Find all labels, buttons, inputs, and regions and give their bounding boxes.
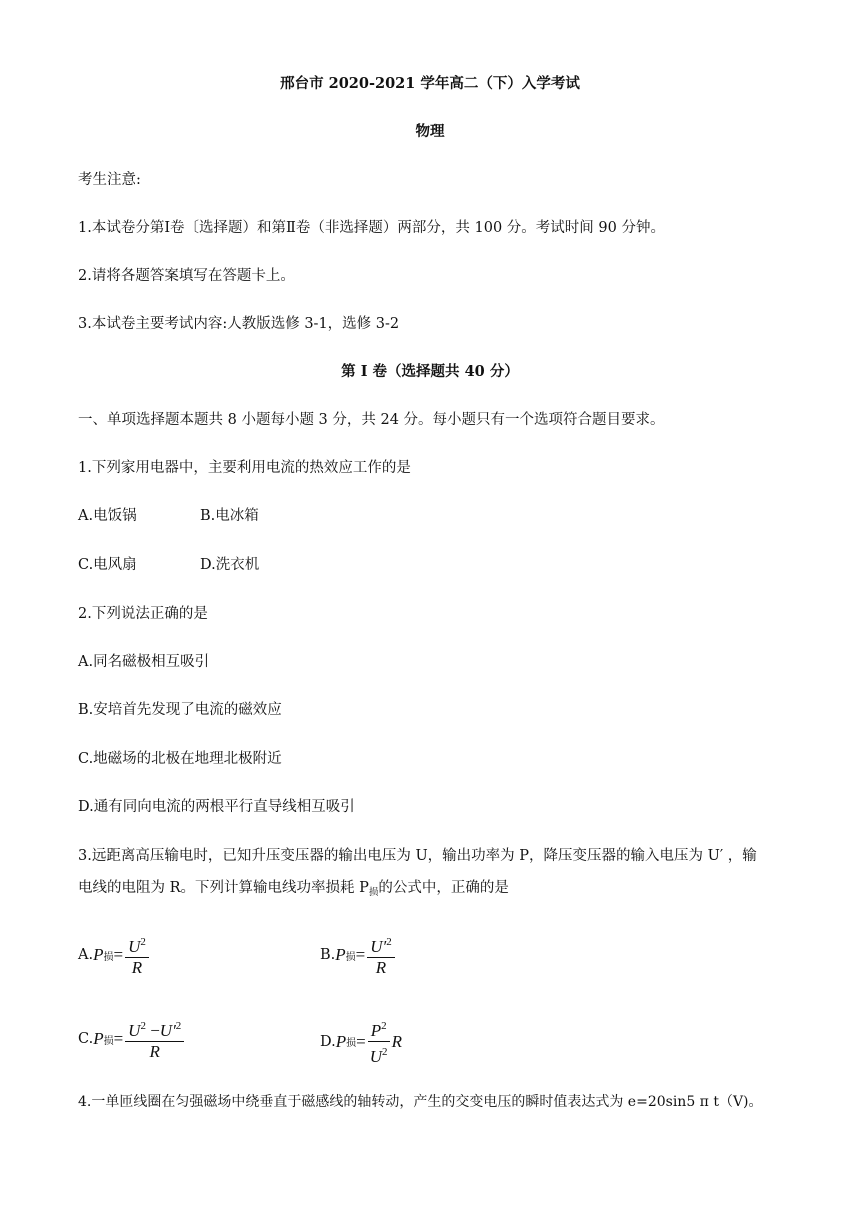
- exam-title: 邢台市 2020-2021 学年高二（下）入学考试: [280, 75, 580, 92]
- q3-option-a-num: U: [128, 937, 141, 956]
- q3-option-c-minus: −: [145, 1021, 160, 1040]
- q3-option-d-den: U: [369, 1047, 383, 1066]
- q3-option-a-sub: 损: [103, 951, 114, 963]
- question-3-stem-line-2: [78, 878, 509, 903]
- q3-option-b-sub: 损: [345, 951, 356, 963]
- q3-stem-line2-post: 的公式中，正确的是: [378, 880, 509, 896]
- q3-option-a-eq: =: [113, 945, 124, 964]
- q3-option-b-num-sup: 2: [386, 936, 392, 948]
- q3-option-b-num: U′: [370, 937, 387, 956]
- q3-option-a-fraction: [125, 932, 149, 978]
- q3-option-c-num-1-sup: 2: [140, 1020, 146, 1032]
- q3-option-a: [78, 932, 151, 978]
- q3-option-b-den: R: [375, 958, 387, 977]
- q1-option-d: D.洗衣机: [200, 557, 260, 573]
- q3-option-d: [320, 1016, 402, 1067]
- q2-option-b: B.安培首先发现了电流的磁效应: [78, 702, 282, 718]
- q3-option-d-num: P: [370, 1021, 382, 1040]
- note-item-3: 3.本试卷主要考试内容:人教版选修 3-1，选修 3-2: [78, 316, 400, 332]
- q3-option-c-sub: 损: [103, 1035, 114, 1047]
- q3-option-c-eq: =: [113, 1029, 124, 1048]
- q3-option-c-num-2-sup: 2: [175, 1020, 182, 1032]
- q2-option-a: A.同名磁极相互吸引: [78, 654, 210, 670]
- q3-option-a-p: P: [93, 945, 104, 964]
- q3-option-c-num-2: U′: [159, 1021, 176, 1040]
- q3-option-c: [78, 1016, 186, 1062]
- q3-option-b-eq: =: [355, 945, 366, 964]
- q3-option-d-label: D.: [320, 1033, 336, 1050]
- section-instruction: 一、单项选择题本题共 8 小题每小题 3 分，共 24 分。每小题只有一个选项符合题目要求。: [78, 412, 665, 428]
- q3-option-c-p: P: [93, 1029, 104, 1048]
- q3-option-b-fraction: [367, 932, 395, 978]
- q3-option-d-den-sup: 2: [382, 1046, 388, 1058]
- q1-option-a: A.电饭锅: [78, 508, 137, 524]
- section-title: 第 I 卷（选择题共 40 分）: [341, 363, 519, 380]
- q3-option-d-sub: 损: [346, 1038, 357, 1049]
- q3-option-a-num-sup: 2: [140, 936, 146, 948]
- q2-option-c: C.地磁场的北极在地理北极附近: [78, 751, 282, 767]
- q3-option-c-num-1: U: [128, 1021, 141, 1040]
- q3-option-a-label: A.: [78, 947, 94, 963]
- q3-option-a-den: R: [131, 958, 143, 977]
- q3-option-b-label: B.: [320, 947, 336, 963]
- q3-option-c-fraction: [125, 1016, 184, 1062]
- q3-option-d-eq: =: [356, 1031, 366, 1051]
- q3-option-b-p: P: [335, 945, 346, 964]
- question-2-stem: 2.下列说法正确的是: [78, 606, 208, 622]
- q3-option-b: [320, 932, 397, 978]
- q3-option-d-tail: R: [391, 1031, 402, 1051]
- question-1-stem: 1.下列家用电器中，主要利用电流的热效应工作的是: [78, 460, 411, 476]
- q1-option-c: C.电风扇: [78, 557, 137, 573]
- q1-option-b: B.电冰箱: [200, 508, 259, 524]
- note-item-2: 2.请将各题答案填写在答题卡上。: [78, 268, 295, 284]
- q3-stem-line2-sub: 损: [368, 887, 379, 898]
- note-item-1: 1.本试卷分第Ⅰ卷〔选择题）和第Ⅱ卷（非选择题）两部分，共 100 分。考试时间 90 分钟。: [78, 220, 665, 236]
- subject-title: 物理: [415, 123, 445, 140]
- q3-option-c-label: C.: [78, 1031, 94, 1047]
- q3-stem-line2-pre: 电线的电阻为 R。下列计算输电线功率损耗 P: [78, 880, 369, 896]
- notes-heading: 考生注意:: [78, 172, 141, 188]
- question-4-stem: 4.一单匝线圈在匀强磁场中绕垂直于磁感线的轴转动，产生的交变电压的瞬时值表达式为 e=20sin5 π t（V)。: [78, 1094, 763, 1110]
- q2-option-d: D.通有同向电流的两根平行直导线相互吸引: [78, 799, 355, 815]
- q3-option-d-fraction: [368, 1016, 390, 1067]
- q3-option-d-p: P: [335, 1031, 347, 1051]
- q3-option-c-den: R: [149, 1042, 160, 1061]
- q3-option-d-num-sup: 2: [381, 1020, 387, 1032]
- question-3-stem-line-1: 3.远距离高压输电时，已知升压变压器的输出电压为 U，输出功率为 P，降压变压器的输入电压为 U′ ，输: [78, 848, 757, 864]
